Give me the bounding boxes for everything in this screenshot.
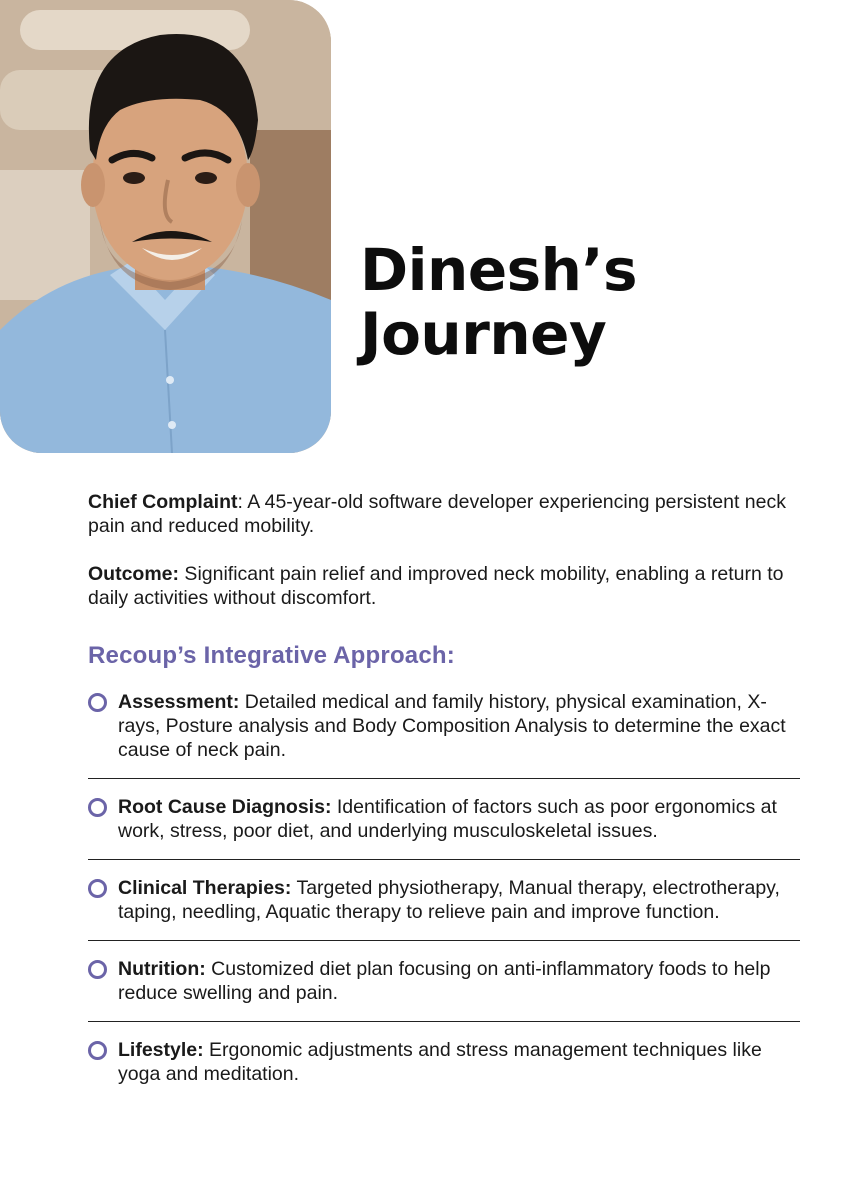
divider <box>88 859 800 860</box>
outcome <box>88 562 800 610</box>
title-line-2: Journey <box>360 300 607 368</box>
step-label: Nutrition: <box>118 958 206 980</box>
step-label: Root Cause Diagnosis: <box>118 796 332 818</box>
outcome-text: Significant pain relief and improved neck mobility, enabling a return to daily activities without discomfort. <box>88 563 784 609</box>
step-label: Clinical Therapies: <box>118 877 292 899</box>
patient-portrait-illustration <box>0 0 331 453</box>
circle-bullet-icon <box>88 960 107 979</box>
chief-complaint-text: : A 45-year-old software developer experiencing persistent neck pain and reduced mobility. <box>88 491 786 537</box>
approach-heading: Recoup’s Integrative Approach: <box>88 642 455 669</box>
page-title <box>360 238 637 366</box>
divider <box>88 778 800 779</box>
step-text: Ergonomic adjustments and stress management techniques like yoga and meditation. <box>118 1039 762 1085</box>
circle-bullet-icon <box>88 879 107 898</box>
step-label: Assessment: <box>118 691 240 713</box>
patient-photo <box>0 0 331 453</box>
list-item <box>88 1038 800 1086</box>
list-item <box>88 876 800 924</box>
step-text: Customized diet plan focusing on anti-inflammatory foods to help reduce swelling and pain. <box>118 958 771 1004</box>
approach-list <box>88 690 800 1086</box>
step-label: Lifestyle: <box>118 1039 204 1061</box>
chief-complaint-label: Chief Complaint <box>88 491 238 513</box>
step-text: Targeted physiotherapy, Manual therapy, electrotherapy, taping, needling, Aquatic therapy to relieve pain and improve function. <box>118 877 780 923</box>
outcome-label: Outcome: <box>88 563 180 585</box>
step-text: Identification of factors such as poor ergonomics at work, stress, poor diet, and underlying musculoskeletal issues. <box>118 796 777 842</box>
list-item <box>88 795 800 843</box>
list-item <box>88 957 800 1005</box>
title-line-1: Dinesh’s <box>360 236 638 304</box>
case-details <box>88 490 800 1086</box>
circle-bullet-icon <box>88 1041 107 1060</box>
list-item <box>88 690 800 762</box>
step-text: Detailed medical and family history, physical examination, X-rays, Posture analysis and Body Composition Analysis to determine the exact cause of neck pain. <box>118 691 786 761</box>
divider <box>88 1021 800 1022</box>
circle-bullet-icon <box>88 798 107 817</box>
divider <box>88 940 800 941</box>
chief-complaint <box>88 490 800 538</box>
circle-bullet-icon <box>88 693 107 712</box>
